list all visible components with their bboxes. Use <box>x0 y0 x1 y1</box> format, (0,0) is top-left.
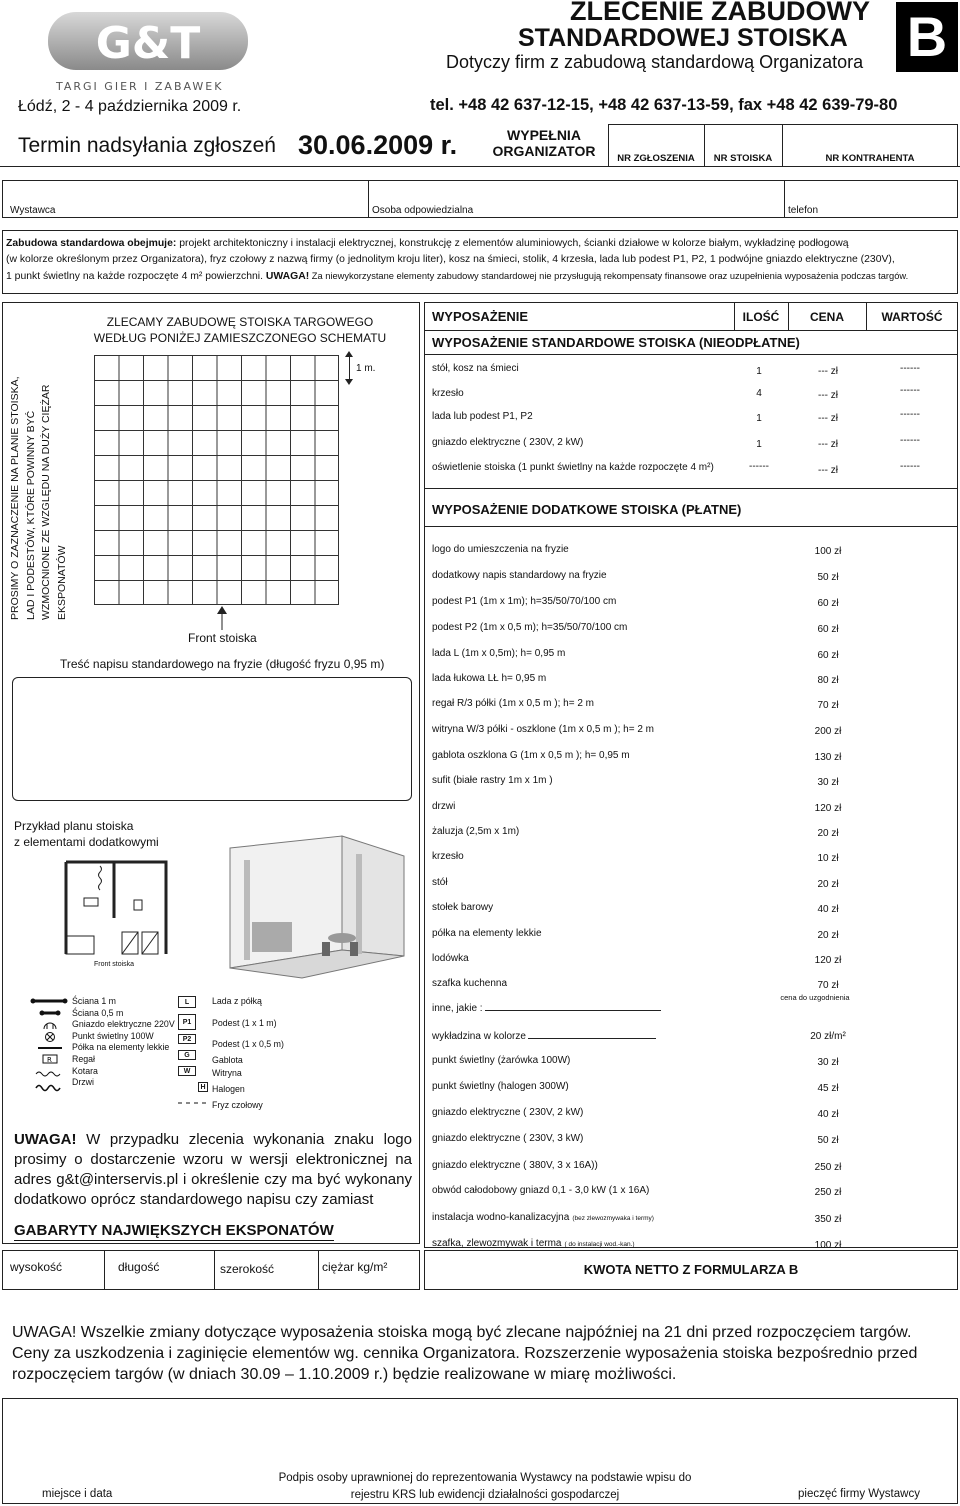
organizer-fill-line2: ORGANIZATOR <box>492 143 596 159</box>
extra-item-price: 60 zł <box>817 624 839 635</box>
extra-item-label <box>432 877 448 888</box>
example-title: Przykład planu stoiska z elementami dodatkowymi <box>14 819 159 849</box>
svg-text:R: R <box>47 1056 52 1064</box>
col-qty-header: ILOŚĆ <box>742 310 780 324</box>
extra-item-label <box>432 1160 598 1171</box>
form-badge: B <box>896 2 958 72</box>
legend-symbol-l: L <box>178 996 196 1008</box>
width-field[interactable]: szerokość <box>220 1262 275 1276</box>
extra-item-label <box>432 1107 583 1118</box>
extra-item-price: 20 zł/m² <box>810 1031 846 1042</box>
extra-item-label <box>432 673 546 684</box>
extra-item-price: 200 zł <box>814 726 842 737</box>
extra-item-label <box>432 622 627 633</box>
extra-item-name: regał R/3 półki (1m x 0,5 m ); h= 2 m <box>432 698 595 709</box>
extra-item-name: drzwi <box>432 801 456 812</box>
extra-item-name: gniazdo elektryczne ( 380V, 3 x 16A)) <box>432 1160 598 1171</box>
standard-section-title: WYPOSAŻENIE STANDARDOWE STOISKA (NIEODPŁATNE) <box>432 335 800 350</box>
extra-item-label <box>432 902 493 913</box>
legend-left: Ściana 1 m Ściana 0,5 m Gniazdo elektryczne 220V Punkt świetlny 100W Półka na elementy lekkie Regał Kotara Drzwi <box>72 996 175 1088</box>
extra-item-price: 250 zł <box>814 1162 842 1173</box>
extra-item-label <box>432 851 464 862</box>
height-field[interactable]: wysokość <box>10 1260 63 1274</box>
nr-zgloszenia-field[interactable]: NR ZGŁOSZENIA <box>617 153 695 164</box>
extra-item-name: podest P1 (1m x 1m); h=35/50/70/100 cm <box>432 596 617 607</box>
extra-item-price: 100 zł <box>814 546 842 557</box>
extra-item-label <box>432 750 630 761</box>
extra-item-label <box>432 826 519 837</box>
frieze-label: Treść napisu standardowego na fryzie (długość fryzu 0,95 m) <box>60 657 385 671</box>
extra-item-label <box>432 596 616 607</box>
extra-item-name: dodatkowy napis standardowy na fryzie <box>432 570 607 581</box>
extra-item-label <box>432 544 569 555</box>
exhibitor-field[interactable]: Wystawca <box>10 205 56 216</box>
extra-section-title: WYPOSAŻENIE DODATKOWE STOISKA (PŁATNE) <box>432 502 742 517</box>
place-date-field[interactable]: miejsce i data <box>42 1488 113 1500</box>
page-title-line1: ZLECENIE ZABUDOWY <box>570 0 870 26</box>
extra-item-price: 45 zł <box>817 1083 839 1094</box>
extra-item-price: 350 zł <box>814 1214 842 1225</box>
equipment-header: WYPOSAŻENIE <box>432 309 529 324</box>
extra-item-name: gniazdo elektryczne ( 230V, 3 kW) <box>432 1133 584 1144</box>
front-label: Front stoiska <box>188 631 257 645</box>
weight-field[interactable]: ciężar kg/m² <box>322 1260 388 1274</box>
extra-item-label <box>432 801 455 812</box>
extra-item-note: ( do instalacji wod.-kan.) <box>564 1241 635 1248</box>
legend-symbol-p1: P1 <box>178 1014 196 1030</box>
extra-item-name: lada L (1m x 0,5m); h= 0,95 m <box>432 648 566 659</box>
extra-item-label <box>432 775 553 786</box>
extra-item-label <box>432 1029 656 1042</box>
extra-item-label <box>432 1185 649 1196</box>
page-title-line2: STANDARDOWEJ STOISKA <box>518 24 848 52</box>
extra-item-label <box>432 953 469 964</box>
extra-item-label <box>432 724 654 735</box>
extra-item-name: gniazdo elektryczne ( 230V, 2 kW) <box>432 1107 584 1118</box>
extra-item-price: 60 zł <box>817 650 839 661</box>
front-arrow-icon <box>217 606 227 630</box>
legend-symbol-p2: P2 <box>178 1034 196 1044</box>
extra-item-label <box>432 1238 635 1249</box>
deadline-date: 30.06.2009 r. <box>298 130 458 160</box>
legend-symbol-g: G <box>178 1050 196 1060</box>
example-perspective <box>222 830 412 980</box>
extra-item-name: punkt świetlny (żarówka 100W) <box>432 1055 571 1066</box>
side-note: PROSIMY O ZAZNACZENIE NA PLANIE STOISKA, LAD I PODESTÓW, KTÓRE POWINNY BYĆ WZMOCNIONE ZE WZGLĘDU NA DUŻY CIĘŻAR EKSPONATÓW <box>9 376 68 620</box>
extra-item-price: 100 zł <box>814 1240 842 1251</box>
logo <box>44 6 274 96</box>
extra-item-price: 250 zł <box>814 1187 842 1198</box>
extra-item-name: stół <box>432 877 448 888</box>
signature-field[interactable]: Podpis osoby uprawnionej do reprezentowania Wystawcy na podstawie wpisu do rejestru KRS lub ewidencji działalności gospodarczej <box>278 1472 692 1501</box>
extra-item-name: witryna W/3 półki - oszklone (1m x 0,5 m ); h= 2 m <box>432 724 655 735</box>
extra-item-name: punkt świetlny (halogen 300W) <box>432 1081 569 1092</box>
legend-right-symbols <box>176 996 210 1112</box>
extra-item-price: 70 zł <box>817 980 839 991</box>
scale-label: 1 m. <box>356 363 376 374</box>
extra-item-price: 50 zł <box>817 1135 839 1146</box>
extra-item-label <box>432 1133 583 1144</box>
contact-person-field[interactable]: Osoba odpowiedzialna <box>372 205 474 216</box>
extra-item-name: stołek barowy <box>432 902 494 913</box>
nr-stoiska-field[interactable]: NR STOISKA <box>713 153 773 164</box>
plan-title: ZLECAMY ZABUDOWĘ STOISKA TARGOWEGO WEDŁUG PONIŻEJ ZAMIESZCZONEGO SCHEMATU <box>93 315 387 345</box>
extra-item-label <box>432 1001 661 1014</box>
extra-item-price: 30 zł <box>817 777 839 788</box>
col-value-header: WARTOŚĆ <box>881 310 943 324</box>
extra-item-name: lodówka <box>432 953 469 964</box>
extra-item-price: 30 zł <box>817 1057 839 1068</box>
legend-left-symbols <box>30 996 68 1096</box>
company-stamp-field[interactable]: pieczęć firmy Wystawcy <box>798 1488 920 1500</box>
extra-item-name: szafka, zlewozmywak i terma <box>432 1238 562 1249</box>
extra-item-name: szafka kuchenna <box>432 978 508 989</box>
extra-item-name: instalacja wodno-kanalizacyjna <box>432 1212 570 1223</box>
col-price-header: CENA <box>809 310 844 324</box>
extra-item-price: 20 zł <box>817 879 839 890</box>
extra-item-name: wykładzina w kolorze <box>432 1031 526 1042</box>
extra-item-name: inne, jakie : <box>432 1003 483 1014</box>
extra-item-name: podest P2 (1m x 0,5 m); h=35/50/70/100 cm <box>432 622 628 633</box>
extra-item-price: 120 zł <box>814 803 842 814</box>
total-label: KWOTA NETTO Z FORMULARZA B <box>583 1262 799 1277</box>
extra-item-price: 60 zł <box>817 598 839 609</box>
example-plan <box>56 858 176 958</box>
organizer-fill-label <box>484 127 604 159</box>
extra-item-label <box>432 1081 569 1092</box>
example-front-label: Front stoiska <box>94 961 135 968</box>
extra-item-price: 130 zł <box>814 752 842 763</box>
extra-item-name: krzesło <box>432 851 464 862</box>
extra-item-price: 40 zł <box>817 904 839 915</box>
extra-item-label <box>432 698 594 709</box>
extra-item-name: logo do umieszczenia na fryzie <box>432 544 569 555</box>
legend-right: Lada z półką Podest (1 x 1 m) Podest (1 x 0,5 m) Gablota Witryna Halogen Fryz czołowy <box>212 996 284 1110</box>
extra-item-label <box>432 648 565 659</box>
extra-item-note: (bez zlewozmywaka i termy) <box>572 1215 654 1222</box>
stand-grid[interactable] <box>94 355 339 605</box>
event-info: Łódź, 2 - 4 października 2009 r. <box>18 98 242 115</box>
frieze-text-field[interactable] <box>12 677 412 801</box>
extra-item-price: 20 zł <box>817 828 839 839</box>
logo-note: UWAGA! W przypadku zlecenia wykonania znaku logo prosimy o dostarczenie wzoru w wersji elektronicznej na adres g&t@interservis.pl i określenie czy ma być wykonany dodatkowo oprócz standardowego napisu czy zamiast <box>14 1131 412 1208</box>
extra-item-price: 40 zł <box>817 1109 839 1120</box>
logo-tagline: TARGI GIER I ZABAWEK <box>56 80 224 93</box>
footer-note: UWAGA! Wszelkie zmiany dotyczące wyposażenia stoiska mogą być zlecane najpóźniej na 21 dni przed rozpoczęciem targów. Ceny za uszkodzenia i zaginięcie elementów wg. cennika Organizatora. Rozszerzenie wyposażenia stoiska bezpośrednio przed rozpoczęciem targów (w dniach 30.09 – 1.10.2009 r.) będzie realizowane w miarę możliwości. <box>12 1324 918 1383</box>
legend-symbol-h: H <box>198 1082 208 1092</box>
extra-item-label <box>432 1055 570 1066</box>
extra-item-name: obwód całodobowy gniazd 0,1 - 3,0 kW (1 x 16A) <box>432 1185 650 1196</box>
contact-phone: tel. +48 42 637-12-15, +48 42 637-13-59, fax +48 42 639-79-80 <box>430 96 898 114</box>
fill-in-line[interactable] <box>485 1001 661 1011</box>
page-subtitle: Dotyczy firm z zabudową standardową Organizatora <box>446 52 864 72</box>
legend-symbol-w: W <box>178 1066 196 1076</box>
extra-item-price: 80 zł <box>817 675 839 686</box>
length-field[interactable]: długość <box>118 1260 160 1274</box>
extra-item-label <box>432 570 607 581</box>
organizer-fill-line1: WYPEŁNIA <box>507 127 581 143</box>
extra-item-name: żaluzja (2,5m x 1m) <box>432 826 520 837</box>
extra-item-name: gablota oszklona G (1m x 0,5 m ); h= 0,95 m <box>432 750 630 761</box>
extra-item-price: 10 zł <box>817 853 839 864</box>
logo-text: G&T <box>95 18 201 69</box>
extra-item-price: 50 zł <box>817 572 839 583</box>
extra-item-price: cena do uzgodnienia <box>780 993 850 1002</box>
phone-field[interactable]: telefon <box>788 205 819 216</box>
extra-item-name: sufit (białe rastry 1m x 1m ) <box>432 775 553 786</box>
extra-item-label <box>432 928 542 939</box>
extra-item-price: 20 zł <box>817 930 839 941</box>
extra-item-price: 120 zł <box>814 955 842 966</box>
deadline-label: Termin nadsyłania zgłoszeń <box>18 134 276 157</box>
info-text: Zabudowa standardowa obejmuje: projekt architektoniczny i instalacji elektrycznej, konstrukcję z elementów aluminiowych, ścianki działowe w kolorze białym, wykładzinę podłogową (w kolorze określonym przez Organizatora), fryz czołowy z nazwą firmy (o jednolitym kroju liter), kosz na śmieci, stolik, 4 krzesła, lada lub podest P1, P2, 1 podwójne gniazdo elektryczne (230V), 1 punkt świetlny na każde rozpoczęte 4 m² powierzchni. UWAGA! Za niewykorzystane elementy zabudowy standardowej nie przysługują rekompensaty finansowe oraz uzupełnienia wyposażenia podczas targów. <box>6 238 909 282</box>
nr-kontrahenta-field[interactable]: NR KONTRAHENTA <box>825 153 915 164</box>
extra-item-label <box>432 978 507 989</box>
extra-item-price: 70 zł <box>817 700 839 711</box>
fill-in-line[interactable] <box>528 1029 656 1039</box>
extra-item-label <box>432 1212 654 1223</box>
extra-item-name: półka na elementy lekkie <box>432 928 542 939</box>
extra-item-name: lada łukowa LŁ h= 0,95 m <box>432 673 547 684</box>
gabaryty-title: GABARYTY NAJWIĘKSZYCH EKSPONATÓW <box>14 1222 334 1239</box>
